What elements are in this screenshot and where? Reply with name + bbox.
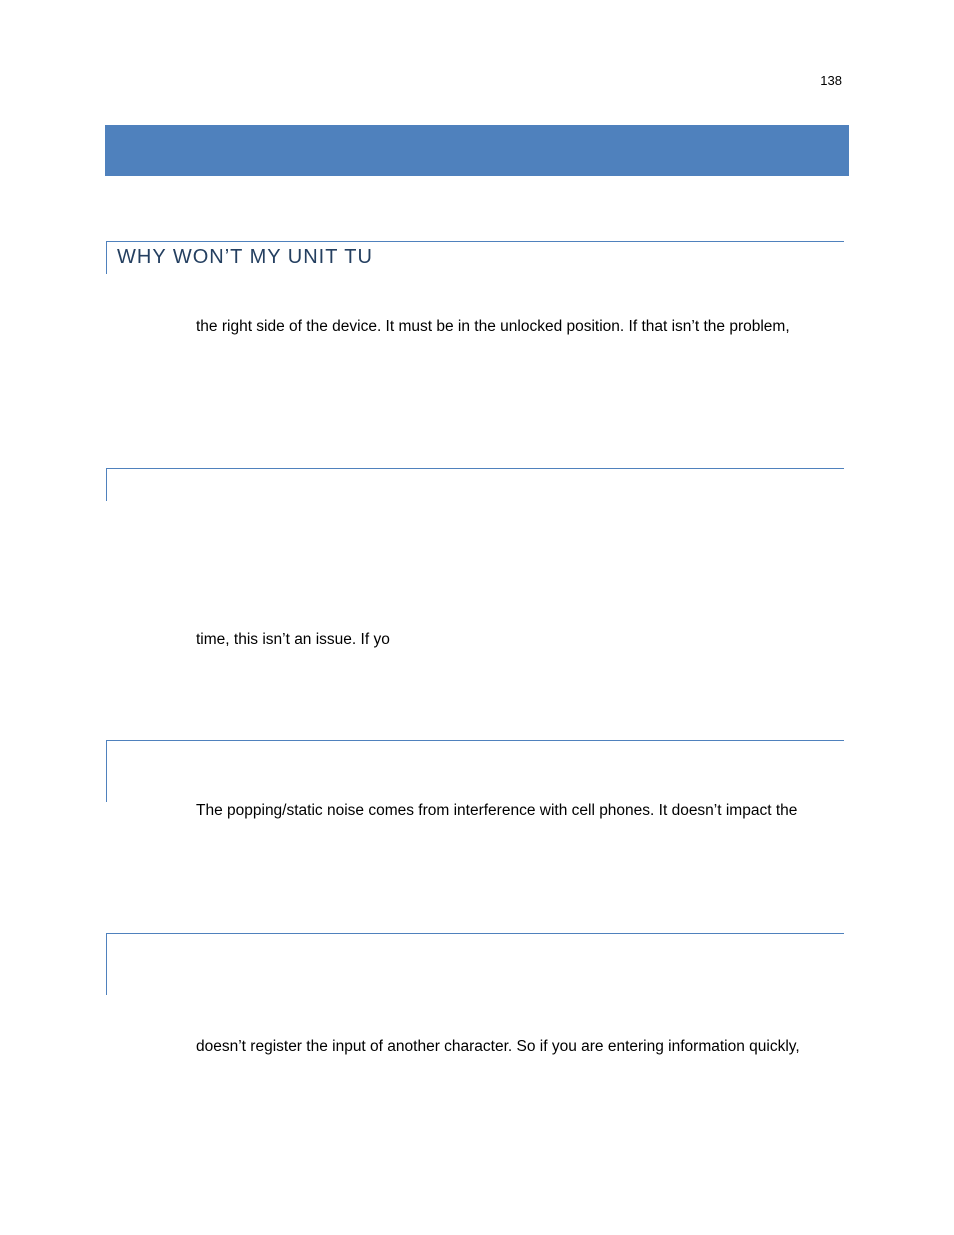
section-heading-2	[106, 468, 844, 501]
chapter-banner	[105, 125, 849, 176]
section-title-1: WHY WON’T MY UNIT TU	[117, 246, 373, 268]
section-heading-3	[106, 740, 844, 802]
section-heading-1	[106, 241, 844, 274]
page-number: 138	[820, 73, 842, 88]
section-heading-4	[106, 933, 844, 995]
section-3-paragraph-line: The popping/static noise comes from interference with cell phones. It doesn’t impact the	[196, 802, 798, 819]
section-1-paragraph-line: the right side of the device. It must be in the unlocked position. If that isn’t the problem,	[196, 318, 790, 335]
section-2-paragraph-line: time, this isn’t an issue. If yo	[196, 631, 390, 648]
section-4-paragraph-line: doesn’t register the input of another character. So if you are entering information quickly,	[196, 1038, 800, 1055]
